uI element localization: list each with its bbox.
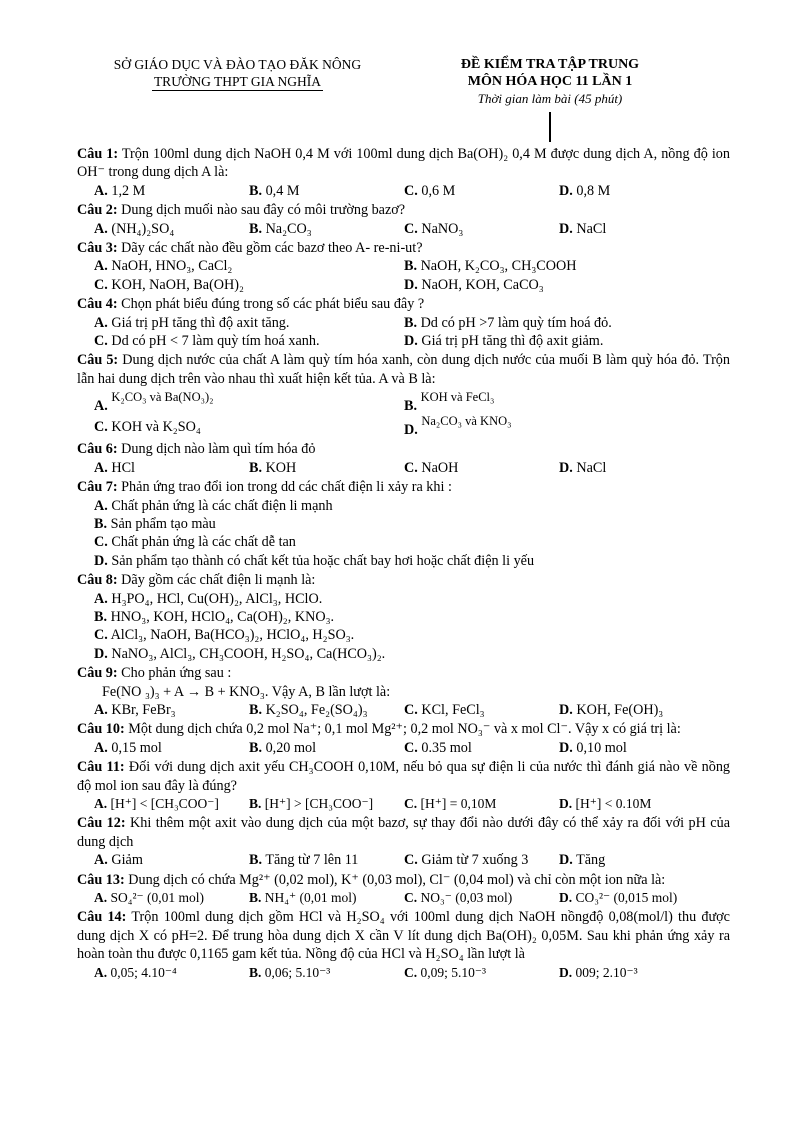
option-c: C. Chất phản ứng là các chất dễ tan: [94, 534, 296, 551]
option-a: A. (NH₄)₂SO₄: [94, 220, 175, 237]
exam-title-block: [420, 56, 680, 107]
school-name: TRƯỜNG THPT GIA NGHĨA: [153, 74, 322, 89]
option-a: A. 0,05; 4.10⁻⁴: [94, 964, 177, 980]
option-d: D. Giá trị pH tăng thì độ axit giảm.: [404, 333, 604, 350]
question-text: Một dung dịch chứa 0,2 mol Na⁺; 0,1 mol Mg²⁺; 0,2 mol NO₃⁻ và x mol Cl⁻. Vậy x có giá trị là:: [128, 721, 681, 738]
exam-duration: Thời gian làm bài (45 phút): [477, 91, 623, 106]
question-10: [77, 720, 730, 757]
question-label: Câu 5:: [77, 352, 119, 369]
question-text: Đối với dung dịch axit yếu CH₃COOH 0,10M, nếu bỏ qua sự điện li của nước thì đánh giá nào về nồng độ mol ion sau đây là đúng?: [77, 759, 731, 794]
option-c: C. AlCl₃, NaOH, Ba(HCO₃)₂, HClO₄, H₂SO₃.: [94, 627, 355, 644]
question-text: Dung dịch có chứa Mg²⁺ (0,02 mol), K⁺ (0,03 mol), Cl⁻ (0,04 mol) và chỉ còn một ion nữa là:: [128, 871, 666, 888]
option-c: C. 0,6 M: [404, 182, 456, 199]
option-d: D. 0,10 mol: [559, 739, 627, 756]
option-c: C. NaNO₃: [404, 220, 464, 237]
option-b: B. [H⁺] > [CH₃COO⁻]: [249, 796, 374, 811]
option-d: D. Na₂CO₃ và KNO₃: [404, 413, 512, 438]
option-a: A. K₂CO₃ và Ba(NO₃)₂: [94, 389, 214, 414]
vertical-divider: [549, 112, 551, 142]
option-b: B. 0,20 mol: [249, 739, 317, 756]
question-text: Dung dịch muối nào sau đây có môi trường bazơ?: [121, 202, 406, 219]
question-label: Câu 14:: [77, 909, 127, 926]
option-b: B. NaOH, K₂CO₃, CH₃COOH: [404, 258, 577, 275]
option-c: C. 0,09; 5.10⁻³: [404, 964, 487, 980]
question-11: [77, 758, 730, 813]
exam-header: [0, 56, 794, 126]
option-d: D. NaNO₃, AlCl₃, CH₃COOH, H₂SO₄, Ca(HCO₃)₂.: [94, 645, 386, 662]
question-list: [77, 145, 730, 983]
option-b: B. Sản phẩm tạo màu: [94, 515, 216, 532]
question-label: Câu 3:: [77, 240, 118, 257]
option-c: C. KOH, NaOH, Ba(OH)₂: [94, 276, 244, 293]
reaction-equation: Fe(NO ₃)₃ + A → B + KNO₃. Vậy A, B lần lượt là:: [102, 683, 391, 700]
question-7: [77, 478, 730, 570]
question-text: Dung dịch nước của chất A làm quỳ tím hóa xanh, còn dung dịch nước của muối B làm quỳ hóa đỏ. Trộn lẫn hai dung dịch trên vào nhau thì xuất hiện kết tủa. A và B là:: [77, 352, 730, 387]
question-text: Chọn phát biểu đúng trong số các phát biểu sau đây ?: [121, 296, 425, 313]
question-label: Câu 9:: [77, 665, 118, 682]
option-b: B. KOH và FeCl₃: [404, 389, 495, 414]
question-label: Câu 11:: [77, 759, 125, 776]
option-c: C. KCl, FeCl₃: [404, 701, 485, 718]
question-4: [77, 295, 730, 350]
question-label: Câu 13:: [77, 871, 125, 888]
option-a: A. SO₄²⁻ (0,01 mol): [94, 890, 205, 906]
option-a: A. [H⁺] < [CH₃COO⁻]: [94, 796, 219, 811]
question-text: Khi thêm một axit vào dung dịch của một bazơ, sự thay đổi nào dưới đây có thể xảy ra đối với pH của dung dịch: [77, 815, 730, 850]
option-a: A. Giá trị pH tăng thì độ axit tăng.: [94, 314, 290, 331]
option-c: C. Dd có pH < 7 làm quỳ tím hoá xanh.: [94, 333, 320, 350]
question-13: [77, 871, 730, 908]
question-text: Phản ứng trao đổi ion trong dd các chất điện li xảy ra khi :: [121, 479, 452, 496]
question-9: [77, 664, 730, 719]
question-2: [77, 201, 730, 238]
exam-subject: MÔN HÓA HỌC 11 LẦN 1: [467, 74, 633, 89]
option-b: B. Na₂CO₃: [249, 220, 312, 237]
option-a: A. Giảm: [94, 852, 143, 869]
exam-title: ĐỀ KIỂM TRA TẬP TRUNG: [460, 57, 640, 72]
option-b: B. 0,4 M: [249, 182, 300, 199]
option-a: A. H₃PO₄, HCl, Cu(OH)₂, AlCl₃, HClO.: [94, 590, 323, 607]
question-3: [77, 239, 730, 294]
option-d: D. [H⁺] < 0.10M: [559, 796, 652, 811]
question-label: Câu 12:: [77, 815, 126, 832]
option-d: D. Tăng: [559, 852, 606, 869]
question-label: Câu 2:: [77, 202, 118, 219]
option-c: C. Giảm từ 7 xuống 3: [404, 852, 529, 869]
question-text: Dãy gồm các chất điện li mạnh là:: [121, 572, 316, 589]
option-b: B. 0,06; 5.10⁻³: [249, 964, 331, 980]
option-c: C. NO₃⁻ (0,03 mol): [404, 890, 513, 906]
option-d: D. CO₃²⁻ (0,015 mol): [559, 890, 678, 906]
question-6: [77, 440, 730, 477]
question-label: Câu 1:: [77, 146, 119, 162]
option-d: D. NaCl: [559, 459, 607, 476]
option-d: D. 009; 2.10⁻³: [559, 964, 638, 980]
question-5: [77, 351, 730, 436]
school-block: [95, 56, 380, 91]
question-12: [77, 814, 730, 869]
option-b: B. Dd có pH >7 làm quỳ tím hoá đỏ.: [404, 314, 612, 331]
option-b: B. NH₄⁺ (0,01 mol): [249, 890, 357, 906]
option-b: B. K₂SO₄, Fe₂(SO₄)₃: [249, 701, 368, 718]
option-b: B. Tăng từ 7 lên 11: [249, 852, 359, 869]
question-label: Câu 8:: [77, 572, 118, 589]
question-text: Dung dịch nào làm quì tím hóa đỏ: [121, 441, 316, 458]
option-d: D. NaOH, KOH, CaCO₃: [404, 276, 544, 293]
question-label: Câu 10:: [77, 721, 125, 738]
option-a: A. 1,2 M: [94, 182, 146, 199]
option-a: A. HCl: [94, 459, 135, 476]
option-a: A. NaOH, HNO₃, CaCl₂: [94, 258, 233, 275]
question-8: [77, 571, 730, 663]
question-1: [77, 145, 730, 200]
department-name: SỞ GIÁO DỤC VÀ ĐÀO TẠO ĐĂK NÔNG: [113, 57, 362, 72]
question-label: Câu 4:: [77, 296, 118, 313]
option-b: B. HNO₃, KOH, HClO₄, Ca(OH)₂, KNO₃.: [94, 608, 335, 625]
option-a: A. Chất phản ứng là các chất điện li mạnh: [94, 497, 333, 514]
option-c: C. 0.35 mol: [404, 739, 472, 756]
option-c: C. [H⁺] = 0,10M: [404, 796, 497, 811]
option-b: B. KOH: [249, 459, 297, 476]
option-d: D. Sản phẩm tạo thành có chất kết tủa hoặc chất bay hơi hoặc chất điện li yếu: [94, 552, 535, 569]
question-14: [77, 908, 730, 982]
option-a: A. 0,15 mol: [94, 739, 162, 756]
option-c: C. KOH và K₂SO₄: [94, 418, 201, 435]
question-text: Trộn 100ml dung dịch NaOH 0,4 M với 100ml dung dịch Ba(OH)₂ 0,4 M được dung dịch A, nồng độ ion OH⁻ trong dung dịch A là:: [77, 146, 730, 181]
option-d: D. NaCl: [559, 220, 607, 237]
question-text: Dãy các chất nào đều gồm các bazơ theo A- re-ni-ut?: [121, 240, 423, 257]
question-text: Cho phản ứng sau :: [121, 665, 232, 682]
option-d: D. 0,8 M: [559, 182, 611, 199]
option-a: A. KBr, FeBr₃: [94, 701, 176, 718]
option-c: C. NaOH: [404, 459, 459, 476]
question-label: Câu 6:: [77, 441, 118, 458]
question-text: Trộn 100ml dung dịch gồm HCl và H₂SO₄ với 100ml dung dịch NaOH nồngđộ 0,08(mol/l) thu được dung dịch X có pH=2. Để trung hòa dung dịch X cần V lít dung dịch Ba(OH)₂ 0,05M. Sau khi phản ứng xảy ra hoàn toàn thu được 0,1165 gam kết tủa. Nồng độ của HCl và H₂SO₄ lần lượt là: [77, 909, 730, 963]
question-label: Câu 7:: [77, 479, 118, 496]
option-d: D. KOH, Fe(OH)₃: [559, 701, 664, 718]
